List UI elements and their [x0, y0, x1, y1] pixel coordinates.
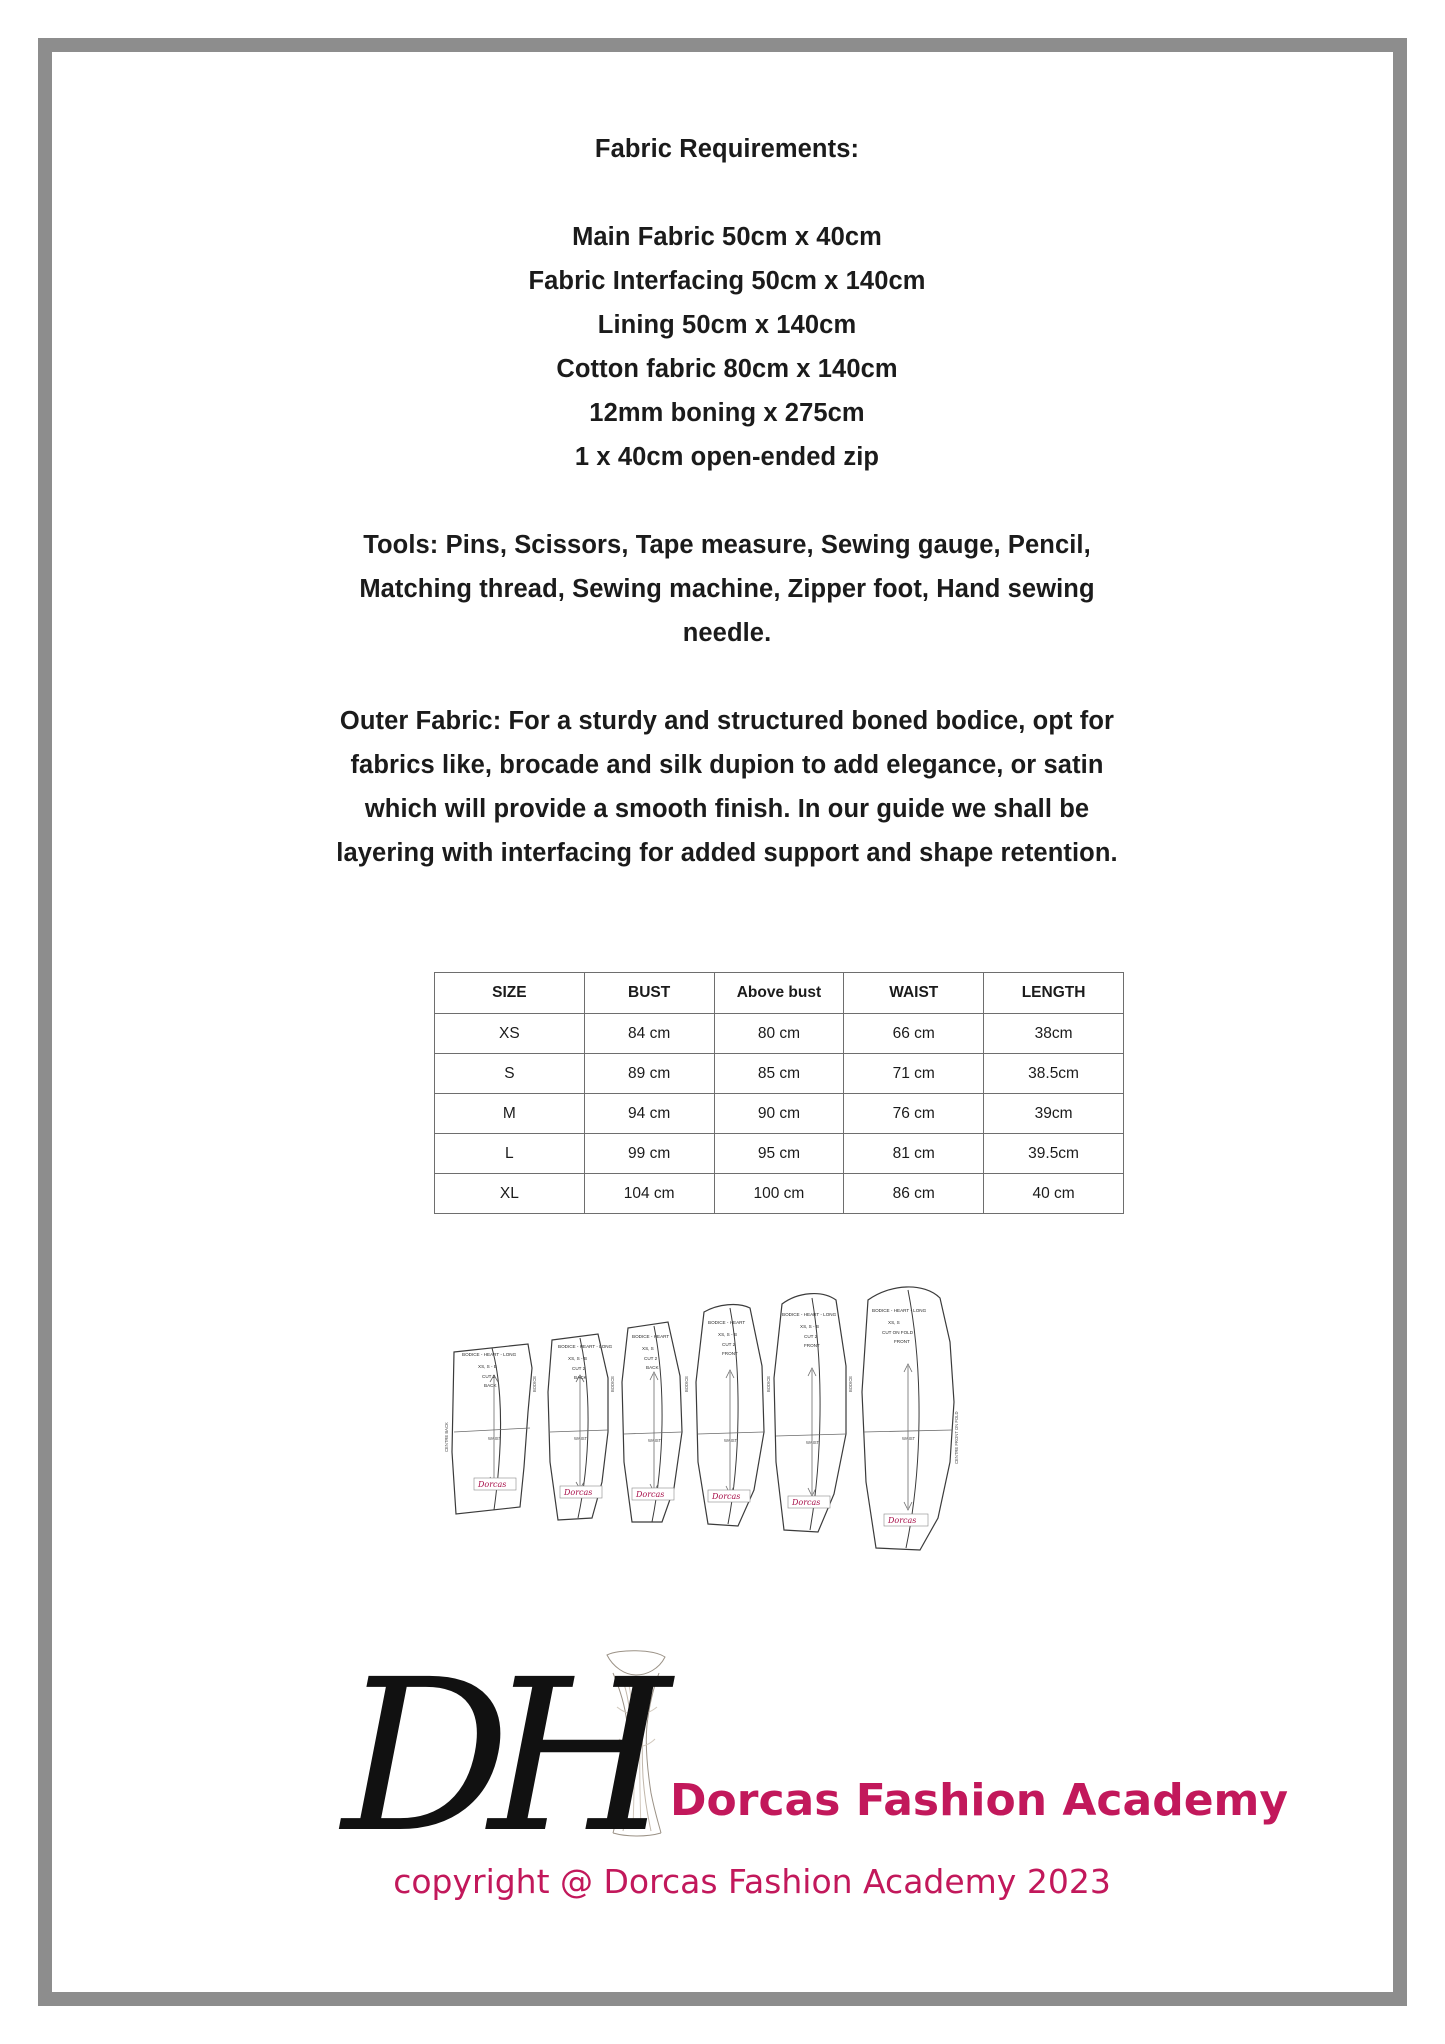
svg-text:Dorcas: Dorcas — [712, 1492, 741, 1501]
svg-text:CUT 2: CUT 2 — [804, 1334, 818, 1339]
svg-text:Dorcas: Dorcas — [478, 1480, 507, 1489]
svg-text:CUT 2: CUT 2 — [722, 1342, 736, 1347]
table-header-row — [435, 973, 1124, 1014]
table-row — [435, 1134, 1124, 1174]
cell-above-bust: 85 cm — [714, 1054, 844, 1094]
svg-text:FRONT: FRONT — [722, 1351, 738, 1356]
size-chart — [434, 972, 1124, 1214]
svg-text:Dorcas: Dorcas — [564, 1488, 593, 1497]
cell-above-bust: 95 cm — [714, 1134, 844, 1174]
tools-paragraph: Tools: Pins, Scissors, Tape measure, Sewing gauge, Pencil, Matching thread, Sewing machine, Zipper foot, Hand sewing needle. — [359, 531, 1095, 647]
svg-text:WAIST: WAIST — [806, 1440, 820, 1445]
svg-text:BODICE: BODICE — [766, 1375, 771, 1392]
cell-bust: 104 cm — [584, 1174, 714, 1214]
size-chart-table — [434, 972, 1124, 1214]
cell-bust: 94 cm — [584, 1094, 714, 1134]
cell-size: XS — [435, 1014, 585, 1054]
svg-text:BODICE: BODICE — [532, 1375, 537, 1392]
svg-text:XS, S - B: XS, S - B — [718, 1332, 737, 1337]
svg-text:BODICE - HEART - LONG: BODICE - HEART - LONG — [558, 1344, 613, 1349]
cell-waist: 76 cm — [844, 1094, 984, 1134]
svg-text:CUT ON FOLD: CUT ON FOLD — [882, 1330, 914, 1335]
column-header-above-bust: Above bust — [714, 973, 844, 1014]
svg-text:CUT 2: CUT 2 — [644, 1356, 658, 1361]
cell-bust: 89 cm — [584, 1054, 714, 1094]
cell-bust: 99 cm — [584, 1134, 714, 1174]
column-header-length: LENGTH — [984, 973, 1124, 1014]
svg-text:BODICE - HEART - LONG: BODICE - HEART - LONG — [872, 1308, 927, 1313]
cell-length: 40 cm — [984, 1174, 1124, 1214]
svg-text:XS, S: XS, S — [642, 1346, 654, 1351]
svg-text:Dorcas: Dorcas — [636, 1490, 665, 1499]
svg-text:Dorcas: Dorcas — [792, 1498, 821, 1507]
column-header-waist: WAIST — [844, 973, 984, 1014]
svg-text:BODICE: BODICE — [848, 1375, 853, 1392]
svg-text:XS, S: XS, S — [888, 1320, 900, 1325]
svg-text:BODICE - HEART - LONG: BODICE - HEART - LONG — [782, 1312, 837, 1317]
column-header-size: SIZE — [435, 973, 585, 1014]
material-item-main-fabric: Main Fabric 50cm x 40cm — [572, 223, 882, 251]
material-item-cotton-fabric: Cotton fabric 80cm x 140cm — [556, 355, 898, 383]
outer-fabric-paragraph: Outer Fabric: For a sturdy and structured boned bodice, opt for fabrics like, brocade and silk dupion to add elegance, or satin which will provide a smooth finish. In our guide we shall be layering with interfacing for added support and shape retention. — [336, 707, 1118, 867]
svg-text:FRONT: FRONT — [894, 1339, 910, 1344]
pattern-label-title: BODICE - HEART - LONG — [462, 1352, 517, 1357]
svg-text:BACK: BACK — [574, 1375, 587, 1380]
cell-waist: 86 cm — [844, 1174, 984, 1214]
svg-text:BODICE - HEART: BODICE - HEART — [632, 1334, 670, 1339]
table-row — [435, 1014, 1124, 1054]
svg-text:BACK: BACK — [646, 1365, 659, 1370]
cell-length: 39.5cm — [984, 1134, 1124, 1174]
svg-text:BODICE: BODICE — [684, 1375, 689, 1392]
svg-text:WAIST: WAIST — [902, 1436, 916, 1441]
pattern-pieces-illustration — [432, 1282, 1162, 1617]
svg-text:BODICE - HEART: BODICE - HEART — [708, 1320, 746, 1325]
cell-above-bust: 90 cm — [714, 1094, 844, 1134]
branding-block — [302, 1634, 1289, 1937]
cell-size: M — [435, 1094, 585, 1134]
cell-bust: 84 cm — [584, 1014, 714, 1054]
svg-text:WAIST: WAIST — [648, 1438, 662, 1443]
material-item-interfacing: Fabric Interfacing 50cm x 140cm — [528, 267, 926, 295]
svg-text:Dorcas: Dorcas — [888, 1516, 917, 1525]
cell-waist: 81 cm — [844, 1134, 984, 1174]
cell-length: 38.5cm — [984, 1054, 1124, 1094]
cell-above-bust: 100 cm — [714, 1174, 844, 1214]
fabric-requirements-heading: Fabric Requirements: — [594, 135, 860, 163]
material-item-zip: 1 x 40cm open-ended zip — [574, 443, 880, 471]
cell-size: L — [435, 1134, 585, 1174]
svg-text:BODICE: BODICE — [610, 1375, 615, 1392]
material-item-boning: 12mm boning x 275cm — [589, 399, 865, 427]
svg-text:WAIST: WAIST — [724, 1438, 738, 1443]
cell-size: XL — [435, 1174, 585, 1214]
dh-monogram: DH — [342, 1634, 650, 1879]
instructions-text-block — [332, 127, 1122, 875]
cell-length: 38cm — [984, 1014, 1124, 1054]
cell-waist: 66 cm — [844, 1014, 984, 1054]
brand-name: Dorcas Fashion Academy — [670, 1775, 1289, 1826]
cell-waist: 71 cm — [844, 1054, 984, 1094]
svg-text:XS, S - B: XS, S - B — [478, 1364, 497, 1369]
svg-text:FRONT: FRONT — [804, 1343, 820, 1348]
copyright-notice: copyright @ Dorcas Fashion Academy 2023 — [393, 1862, 1111, 1901]
cell-above-bust: 80 cm — [714, 1014, 844, 1054]
svg-text:CENTRE FRONT ON FOLD: CENTRE FRONT ON FOLD — [954, 1411, 959, 1464]
svg-text:XS, S - B: XS, S - B — [568, 1356, 587, 1361]
table-row — [435, 1094, 1124, 1134]
material-item-lining: Lining 50cm x 140cm — [597, 311, 857, 339]
column-header-bust: BUST — [584, 973, 714, 1014]
svg-text:CENTRE BACK: CENTRE BACK — [444, 1422, 449, 1452]
svg-text:CUT 2: CUT 2 — [572, 1366, 586, 1371]
cell-length: 39cm — [984, 1094, 1124, 1134]
svg-text:XS, S - B: XS, S - B — [800, 1324, 819, 1329]
svg-text:WAIST: WAIST — [488, 1436, 502, 1441]
document-content — [52, 52, 1393, 1992]
table-row — [435, 1174, 1124, 1214]
svg-text:BACK: BACK — [484, 1383, 497, 1388]
cell-size: S — [435, 1054, 585, 1094]
svg-text:CUT 2: CUT 2 — [482, 1374, 496, 1379]
svg-text:WAIST: WAIST — [574, 1436, 588, 1441]
table-row — [435, 1054, 1124, 1094]
